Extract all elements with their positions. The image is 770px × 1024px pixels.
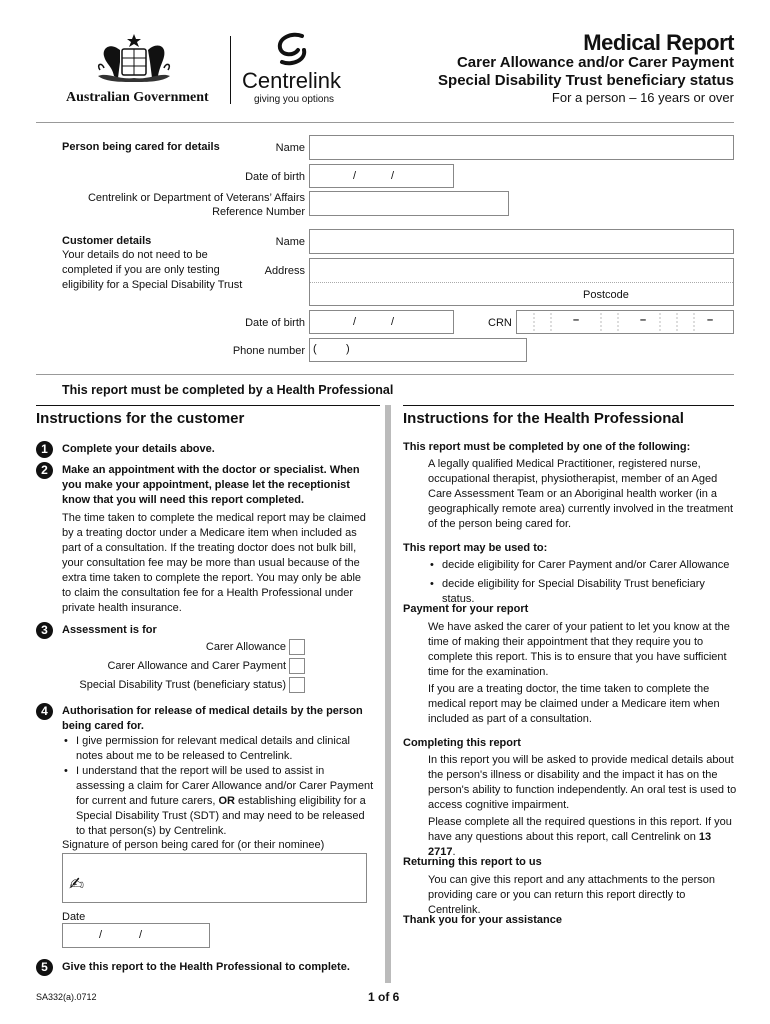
crn-cell-dividers [517,311,733,333]
crn-cells [517,311,733,333]
phone-field[interactable] [309,338,527,362]
option-sdt-label: Special Disability Trust (beneficiary status) [79,679,286,691]
hp-use-bullet-1 [428,558,738,573]
bullet-text: I understand that the report will be used to assist in assessing a claim for Carer Allowance and/or Carer Payment for current and future carers, [76,765,374,807]
crn-dash: – [640,314,647,326]
must-complete-notice: This report must be completed by a Health Professional [62,383,394,397]
customer-details-label: Customer details [62,235,152,247]
person-dob-field[interactable] [309,164,454,188]
hp-payment-text-1: We have asked the carer of your patient to let you know at the time of making their appointment that they require you to complete this report. This is to ensure that you have sufficient time for the examination. [428,621,730,678]
crn-label: CRN [488,317,512,329]
coat-of-arms-icon [92,32,176,90]
option-carer-allowance-checkbox[interactable] [289,639,305,655]
step-2-number: 2 [36,462,53,479]
ref-number-label-2: Reference Number [212,206,305,218]
phone-label: Phone number [232,345,305,357]
person-dob-label: Date of birth [245,171,305,183]
government-crest [92,32,176,90]
signature-date-field[interactable] [62,923,210,948]
header-rule [36,122,734,123]
bullet-or: OR [218,795,235,807]
postcode-label: Postcode [583,289,629,301]
dob-slash: / [353,170,357,182]
step-4-bold: Authorisation for release of medical details by the person being cared for. [62,705,363,732]
customer-dob-label: Date of birth [245,317,305,329]
hp-completing-heading: Completing this report [403,737,521,749]
details-rule [36,374,734,375]
customer-note-3: eligibility for a Special Disability Trust [62,279,243,291]
centrelink-swirl-icon [272,32,312,66]
person-cared-label: Person being cared for details [62,141,220,153]
completing-text-end: . [452,846,456,858]
centrelink-logo [242,32,352,104]
customer-name-field[interactable] [309,229,734,254]
left-heading-rule [36,405,380,406]
person-name-field[interactable] [309,135,734,160]
customer-name-label: Name [275,236,305,248]
hp-thanks: Thank you for your assistance [403,914,562,926]
step-1-text: Complete your details above. [62,443,215,455]
step-4-bullet-2 [62,764,374,839]
hp-returning-heading: Returning this report to us [403,856,542,868]
option-sdt-checkbox[interactable] [289,677,305,693]
page-title: Medical Report [583,30,734,55]
customer-address-label: Address [264,265,305,277]
customer-instructions-heading: Instructions for the customer [36,410,245,427]
hp-completing-text-2 [428,815,738,860]
hp-payment-text-2: If you are a treating doctor, the time taken to complete the medical report may be claimed under a Medicare item when included as part of a consultation. [428,683,720,725]
customer-dob-field[interactable] [309,310,454,334]
step-4-number: 4 [36,703,53,720]
hp-use-bullets [428,558,738,607]
completing-text: Please complete all the required questions in this report. If you have any questions about this report, call Centrelink on [428,816,732,843]
option-carer-payment-checkbox[interactable] [289,658,305,674]
person-name-label: Name [275,142,305,154]
hp-who-heading: This report must be completed by one of the following: [403,441,691,453]
form-code: SA332(a).0712 [36,992,97,1002]
pen-icon: ✍ [69,874,85,895]
step-1-number: 1 [36,441,53,458]
step-4-bullet-1 [62,734,374,764]
bullet-text: establishing eligibility for a Special Disability Trust (SDT) and may need to be released to that person(s) by Centrelink. [76,795,366,837]
step-5-number: 5 [36,959,53,976]
option-carer-allowance-label: Carer Allowance [205,641,286,653]
step-3-text: Assessment is for [62,624,157,636]
dob-slash: / [391,170,395,182]
page-subtitle-3: For a person – 16 years or over [551,90,734,105]
phone-paren-close: ) [346,343,350,355]
bullet-text: I give permission for relevant medical details and clinical notes about me to be released to Centrelink. [76,735,350,762]
crn-field[interactable] [516,310,734,334]
logo-divider [230,36,231,104]
hp-use-heading: This report may be used to: [403,542,548,554]
step-2-bold: Make an appointment with the doctor or specialist. When you make your appointment, please let the receptionist know that you will need this report completed. [62,464,360,506]
brand-name: Centrelink [242,68,342,93]
health-professional-heading: Instructions for the Health Professional [403,410,684,427]
dob-slash: / [391,316,395,328]
bullet-text: decide eligibility for Special Disability Trust beneficiary status. [442,578,705,605]
bullet-text: decide eligibility for Carer Payment and/or Carer Allowance [442,559,730,571]
gov-name: Australian Government [66,90,209,105]
customer-note-2: completed if you are only testing [62,264,220,276]
dob-slash: / [353,316,357,328]
option-carer-payment-label: Carer Allowance and Carer Payment [107,660,286,672]
hp-payment-heading: Payment for your report [403,603,529,615]
right-heading-rule [403,405,734,406]
date-slash: / [99,929,103,941]
date-label: Date [62,911,86,923]
date-slash: / [139,929,143,941]
ref-number-label-1: Centrelink or Department of Veterans’ Affairs [87,192,305,204]
step-2-text: The time taken to complete the medical report may be claimed by a treating doctor under a Medicare item when included as part of a consultation. If the treating doctor does not bulk bill, your consultation fee may be more than usual because of the extra time taken to complete the report. You may only be able to claim the consultation fee for a Health Professional under private health insurance. [62,512,366,614]
hp-who-text: A legally qualified Medical Practitioner, registered nurse, occupational therapist, physiotherapist, member of an Aged Care Assessment Team or an Aboriginal health worker (in a geographically remote area) currently involved in the treatment of the person being cared for. [428,458,734,530]
signature-label: Signature of person being cared for (or their nominee) [62,839,325,851]
page-number: 1 of 6 [368,990,400,1004]
crn-dash: – [707,314,714,326]
step-5-text: Give this report to the Health Professional to complete. [62,961,350,973]
page-subtitle-1: Carer Allowance and/or Carer Payment [456,54,734,71]
column-divider [385,405,391,983]
customer-address-field[interactable] [309,258,734,306]
customer-note-1: Your details do not need to be [62,249,208,261]
centrelink-phone: 13 2717 [428,831,712,858]
step-3-number: 3 [36,622,53,639]
page-subtitle-2: Special Disability Trust beneficiary status [438,72,734,89]
address-divider [310,282,733,283]
hp-returning-text: You can give this report and any attachments to the person providing care or you can return this report directly to Centrelink. [428,874,715,916]
hp-completing-text-1: In this report you will be asked to provide medical details about the person's illness or disability and the impact it has on the person's ability to function independently. An oral test is used to access cognitive impairment. [428,754,737,811]
ref-number-field[interactable] [309,191,509,216]
step-4-bullets [62,734,374,839]
phone-paren-open: ( [313,343,317,355]
signature-field[interactable] [62,853,367,903]
brand-tagline: giving you options [254,94,335,105]
crn-dash: – [573,314,580,326]
